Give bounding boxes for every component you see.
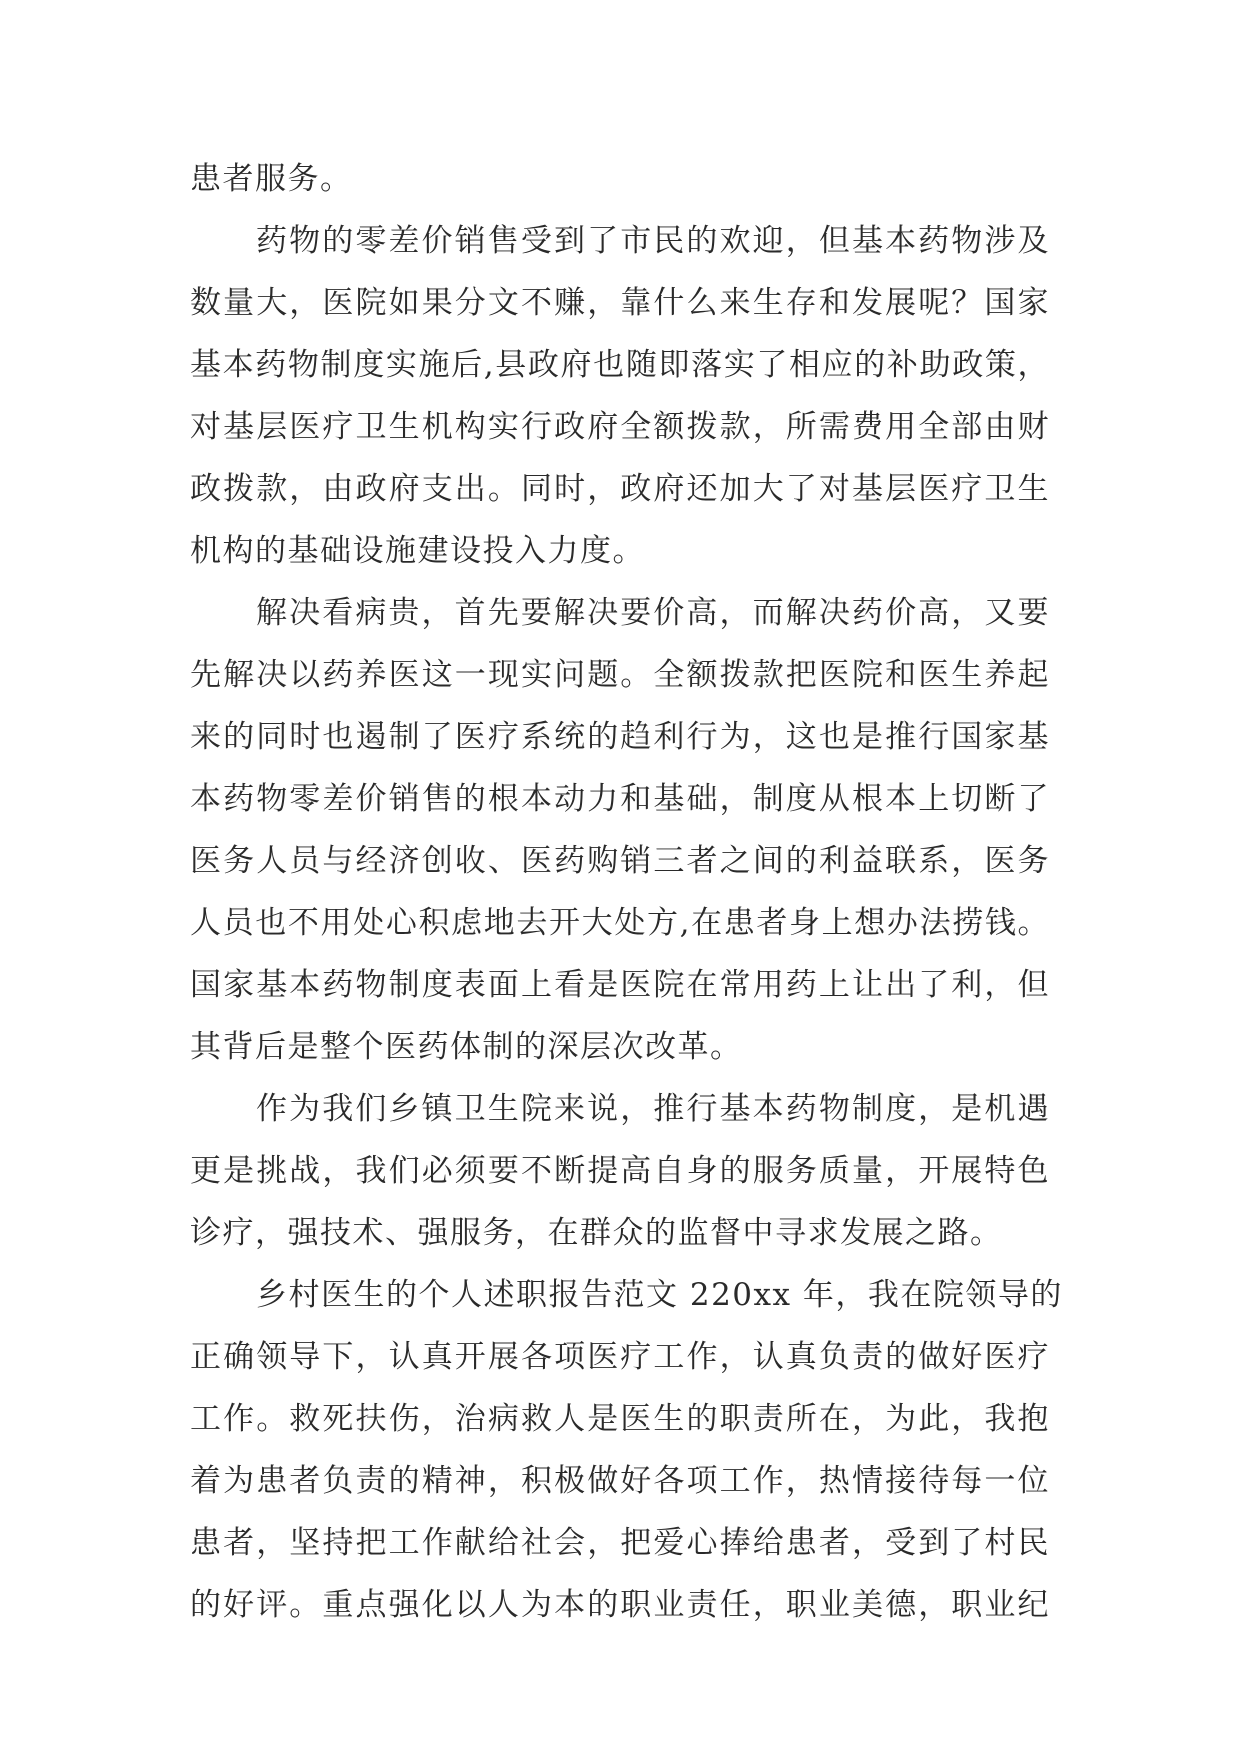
text-line: 乡村医生的个人述职报告范文 220xx 年，我在院领导的 — [256, 1277, 1063, 1313]
text-line: 作为我们乡镇卫生院来说，推行基本药物制度，是机遇 — [256, 1091, 1050, 1127]
text-line: 诊疗，强技术、强服务，在群众的监督中寻求发展之路。 — [190, 1215, 1003, 1251]
text-line: 其背后是整个医药体制的深层次改革。 — [190, 1029, 743, 1065]
text-line: 本药物零差价销售的根本动力和基础，制度从根本上切断了 — [190, 781, 1050, 817]
text-line: 药物的零差价销售受到了市民的欢迎，但基本药物涉及 — [256, 223, 1050, 259]
text-line: 先解决以药养医这一现实问题。全额拨款把医院和医生养起 — [190, 657, 1050, 693]
text-line: 基本药物制度实施后,县政府也随即落实了相应的补助政策， — [190, 347, 1050, 383]
text-line: 更是挑战，我们必须要不断提高自身的服务质量，开展特色 — [190, 1153, 1050, 1189]
text-line: 对基层医疗卫生机构实行政府全额拨款，所需费用全部由财 — [190, 409, 1050, 445]
text-line: 着为患者负责的精神，积极做好各项工作，热情接待每一位 — [190, 1463, 1050, 1499]
text-line: 医务人员与经济创收、医药购销三者之间的利益联系，医务 — [190, 843, 1050, 879]
text-line: 机构的基础设施建设投入力度。 — [190, 533, 645, 569]
text-line: 政拨款，由政府支出。同时，政府还加大了对基层医疗卫生 — [190, 471, 1050, 507]
text-line: 数量大，医院如果分文不赚，靠什么来生存和发展呢？国家 — [190, 285, 1050, 321]
text-line: 国家基本药物制度表面上看是医院在常用药上让出了利，但 — [190, 967, 1050, 1003]
text-line: 解决看病贵，首先要解决要价高，而解决药价高，又要 — [256, 595, 1050, 631]
text-line: 正确领导下，认真开展各项医疗工作，认真负责的做好医疗 — [190, 1339, 1050, 1375]
text-line: 人员也不用处心积虑地去开大处方,在患者身上想办法捞钱。 — [190, 905, 1050, 941]
text-line: 患者服务。 — [190, 161, 353, 197]
text-line: 来的同时也遏制了医疗系统的趋利行为，这也是推行国家基 — [190, 719, 1050, 755]
text-line: 工作。救死扶伤，治病救人是医生的职责所在，为此，我抱 — [190, 1401, 1050, 1437]
text-line: 患者，坚持把工作献给社会，把爱心捧给患者，受到了村民 — [190, 1525, 1050, 1561]
body-text — [190, 148, 1063, 1636]
text-line: 的好评。重点强化以人为本的职业责任，职业美德，职业纪 — [190, 1587, 1050, 1623]
